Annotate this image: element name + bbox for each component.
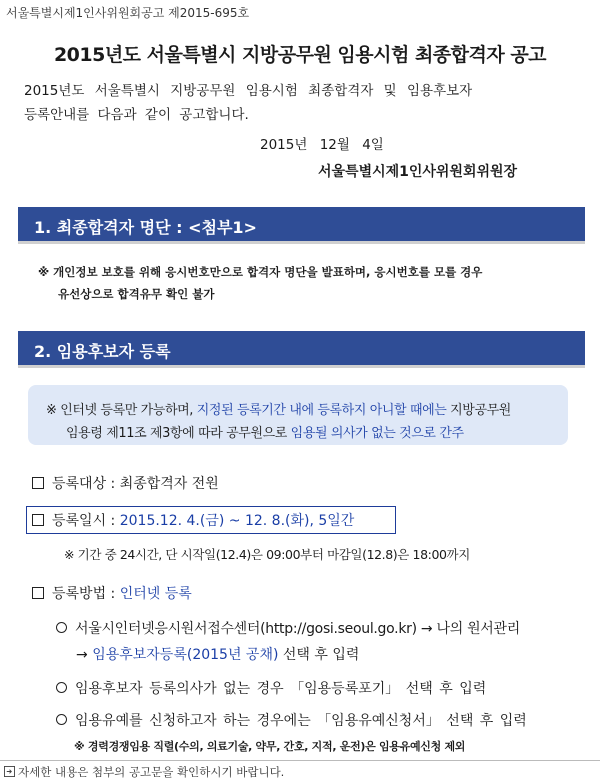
circle-bullet-icon (56, 622, 67, 633)
method-item-2 (56, 678, 486, 698)
circle-bullet-icon (56, 714, 67, 725)
issuer-name: 서울특별시제1인사위원회위원장 (318, 164, 518, 180)
circle-bullet-icon (56, 682, 67, 693)
method-item-3-text: 임용유예를 신청하고자 하는 경우에는 「임용유예신청서」 선택 후 입력 (75, 713, 527, 729)
intro-line-2: 등록안내를 다음과 같이 공고합니다. (24, 107, 249, 123)
page-title: 2015년도 서울특별시 지방공무원 임용시험 최종합격자 공고 (53, 44, 547, 66)
method-item-1-text: 서울시인터넷응시원서접수센터(http://gosi.seoul.go.kr) → 나의 원서관리 (75, 621, 520, 637)
registration-period-row (32, 510, 354, 530)
privacy-note-line-1: ※ 개인정보 보호를 위해 응시번호만으로 합격자 명단을 발표하며, 응시번호를 모를 경우 (38, 265, 483, 279)
method-item-1 (56, 618, 520, 638)
checkbox-square-icon (32, 587, 44, 599)
section-1-header (18, 207, 585, 244)
deferral-exclusion-note: ※ 경력경쟁임용 직렬(수의, 의료기술, 약무, 간호, 지적, 운전)은 임용유예신청 제외 (74, 740, 466, 753)
registration-target-text: 등록대상 : 최종합격자 전원 (52, 476, 219, 492)
registration-period-note: ※ 기간 중 24시간, 단 시작일(12.4)은 09:00부터 마감일(12.8)은 18:00까지 (64, 547, 470, 562)
notice-text-a: ※ 인터넷 등록만 가능하며, (46, 403, 197, 418)
intro-line-1: 2015년도 서울특별시 지방공무원 임용시험 최종합격자 및 임용후보자 (24, 83, 473, 99)
candidate-registration-link[interactable]: 임용후보자등록(2015년 공채) (92, 647, 279, 663)
arrow-text: → (76, 647, 93, 663)
registration-target-row (32, 473, 219, 493)
method-item-3 (56, 710, 527, 730)
section-1-title: 1. 최종합격자 명단 : <첨부1> (34, 218, 257, 237)
announcement-date: 2015년 12월 4일 (260, 137, 384, 153)
pointing-hand-icon (4, 766, 15, 777)
footer-divider (0, 760, 600, 761)
checkbox-square-icon (32, 477, 44, 489)
notice-highlight-deadline: 지정된 등록기간 내에 등록하지 아니할 때에는 (196, 403, 447, 418)
notice-text-c: 지방공무원 (446, 403, 511, 418)
section-2-title: 2. 임용후보자 등록 (34, 342, 171, 361)
method-item-2-text: 임용후보자 등록의사가 없는 경우 「임용등록포기」 선택 후 입력 (75, 681, 487, 697)
notice-line-2 (66, 422, 464, 441)
notice-text-d: 임용령 제11조 제3항에 따라 공무원으로 (66, 426, 291, 441)
footer-note (4, 764, 284, 780)
notice-line-1 (46, 399, 511, 418)
document-number: 서울특별시제1인사위원회공고 제2015-695호 (6, 6, 250, 20)
registration-period-label: 등록일시 : (52, 513, 120, 529)
notice-highlight-intent: 임용될 의사가 없는 것으로 간주 (290, 426, 464, 441)
registration-method-value: 인터넷 등록 (119, 586, 192, 602)
section-2-header (18, 331, 585, 368)
method-item-1-suffix: 선택 후 입력 (278, 647, 360, 663)
registration-method-row (32, 583, 192, 603)
registration-period-value: 2015.12. 4.(금) ~ 12. 8.(화), 5일간 (119, 513, 355, 529)
checkbox-square-icon (32, 514, 44, 526)
method-item-1-continued (76, 644, 359, 664)
registration-method-label: 등록방법 : (52, 586, 120, 602)
privacy-note-line-2: 유선상으로 합격유무 확인 불가 (58, 287, 215, 301)
footer-text: 자세한 내용은 첨부의 공고문을 확인하시기 바랍니다. (18, 765, 285, 779)
